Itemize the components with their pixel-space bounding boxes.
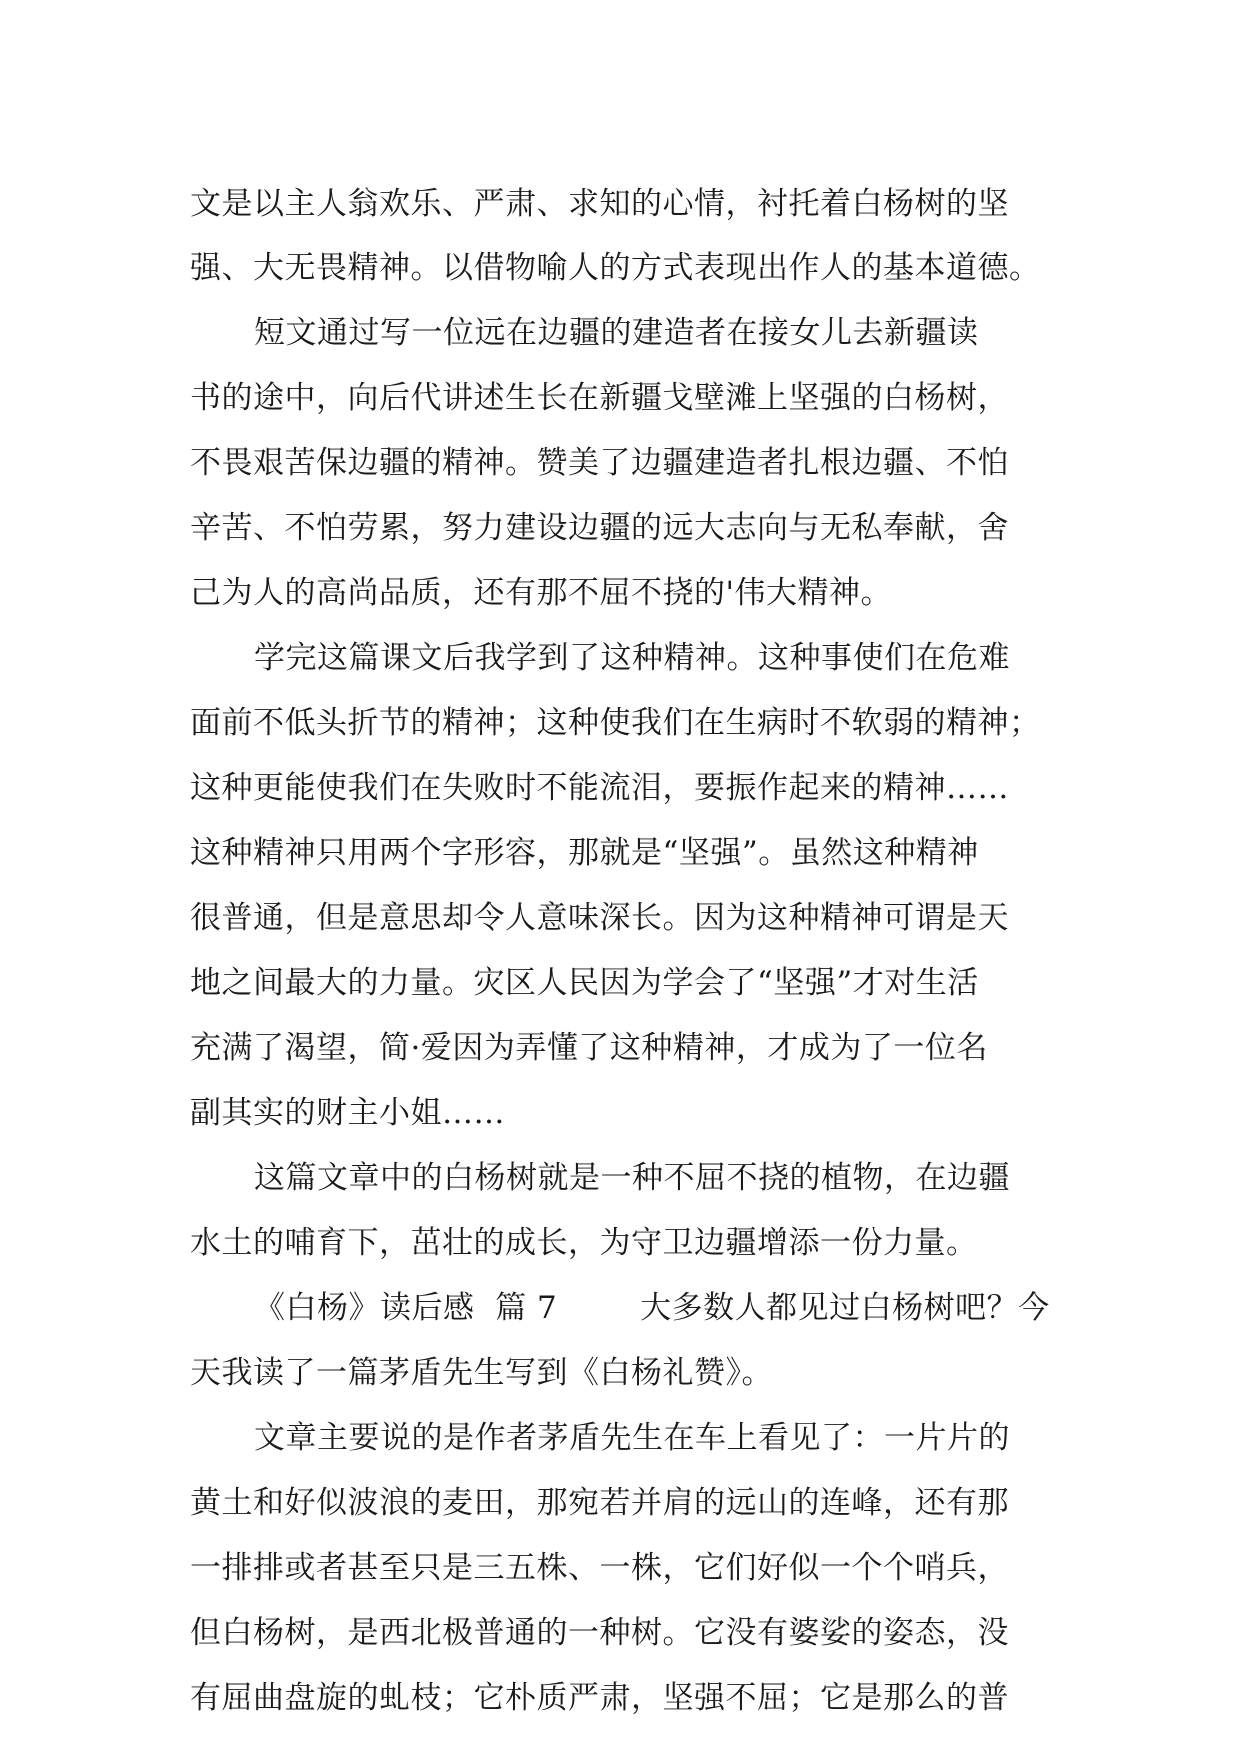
text-line: 很普通，但是意思却令人意味深长。因为这种精神可谓是天 (190, 900, 1009, 936)
text-line: 水土的哺育下，茁壮的成长，为守卫边疆增添一份力量。 (190, 1225, 978, 1261)
text-line: 但白杨树，是西北极普通的一种树。它没有婆娑的姿态，没 (190, 1615, 1009, 1651)
text-line: 这篇文章中的白杨树就是一种不屈不挠的植物，在边疆 (254, 1160, 1010, 1196)
text-line: 《白杨》读后感 篇 7 大多数人都见过白杨树吧？今 (254, 1290, 1050, 1326)
text-line: 短文通过写一位远在边疆的建造者在接女儿去新疆读 (254, 315, 979, 351)
text-line: 不畏艰苦保边疆的精神。赞美了边疆建造者扎根边疆、不怕 (190, 445, 1009, 481)
text-line: 这种更能使我们在失败时不能流泪，要振作起来的精神…… (190, 770, 1009, 806)
text-line: 副其实的财主小姐…… (190, 1095, 505, 1131)
text-line: 有屈曲盘旋的虬枝；它朴质严肃，坚强不屈；它是那么的普 (190, 1680, 1009, 1716)
text-line: 书的途中，向后代讲述生长在新疆戈壁滩上坚强的白杨树， (190, 380, 1009, 416)
text-line: 这种精神只用两个字形容，那就是“坚强”。虽然这种精神 (190, 835, 979, 871)
text-line: 文章主要说的是作者茅盾先生在车上看见了：一片片的 (254, 1420, 1010, 1456)
text-line: 天我读了一篇茅盾先生写到《白杨礼赞》。 (190, 1355, 773, 1391)
text-line: 学完这篇课文后我学到了这种精神。这种事使们在危难 (254, 640, 1010, 676)
text-line: 面前不低头折节的精神；这种使我们在生病时不软弱的精神； (190, 705, 1041, 741)
text-line: 文是以主人翁欢乐、严肃、求知的心情，衬托着白杨树的坚 (190, 186, 1009, 222)
text-line: 己为人的高尚品质，还有那不屈不挠的'伟大精神。 (190, 575, 893, 611)
text-line: 一排排或者甚至只是三五株、一株，它们好似一个个哨兵， (190, 1550, 1009, 1586)
text-line: 辛苦、不怕劳累，努力建设边疆的远大志向与无私奉献，舍 (190, 510, 1009, 546)
text-line: 黄土和好似波浪的麦田，那宛若并肩的远山的连峰，还有那 (190, 1485, 1009, 1521)
text-line: 充满了渴望，简·爱因为弄懂了这种精神，才成为了一位名 (190, 1030, 988, 1066)
text-line: 地之间最大的力量。灾区人民因为学会了“坚强”才对生活 (190, 965, 979, 1001)
text-line: 强、大无畏精神。以借物喻人的方式表现出作人的基本道德。 (190, 250, 1041, 286)
